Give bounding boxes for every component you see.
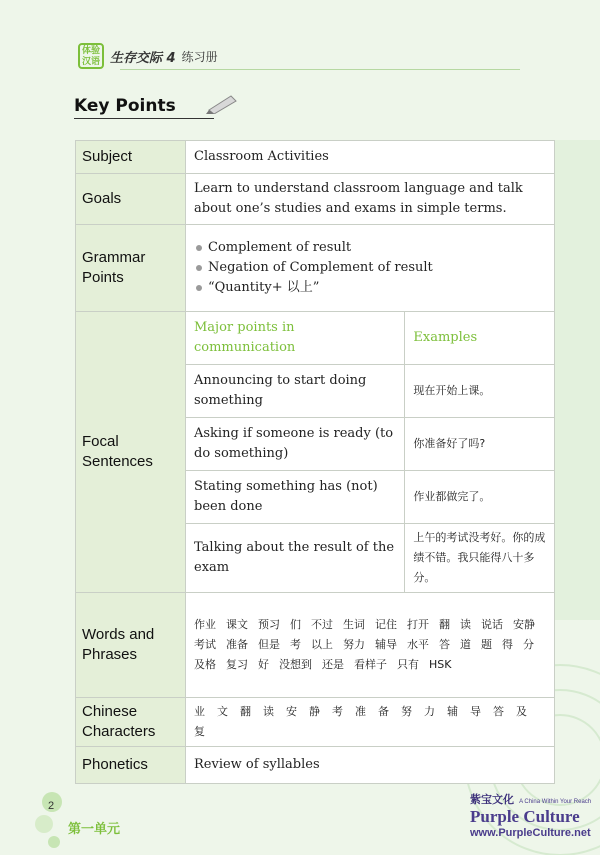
word-item: 水平 xyxy=(407,638,429,651)
focal-point: Announcing to start doing something xyxy=(186,365,405,418)
character-item: 业 xyxy=(194,705,205,718)
word-item: 没想到 xyxy=(279,658,312,671)
word-item: HSK xyxy=(429,658,452,671)
focal-label: Focal Sentences xyxy=(76,312,186,593)
key-points-table xyxy=(75,140,555,784)
character-item: 读 xyxy=(263,705,274,718)
watermark xyxy=(470,788,591,839)
section-underline xyxy=(74,118,214,119)
focal-row xyxy=(186,418,554,471)
watermark-url: www.PurpleCulture.net xyxy=(470,827,591,839)
character-item: 复 xyxy=(194,725,205,738)
character-item: 准 xyxy=(355,705,366,718)
row-chars xyxy=(76,698,555,747)
word-item: 还是 xyxy=(322,658,344,671)
word-item: 生词 xyxy=(343,618,365,631)
grammar-item: Negation of Complement of result xyxy=(194,258,546,278)
series-logo: 体验汉语 xyxy=(78,43,104,69)
book-header xyxy=(78,42,218,70)
grammar-label: Grammar Points xyxy=(76,225,186,312)
grammar-item: “Quantity+ 以上” xyxy=(194,278,546,298)
character-item: 答 xyxy=(493,705,504,718)
character-item: 备 xyxy=(378,705,389,718)
word-item: 们 xyxy=(290,618,301,631)
word-item: 说话 xyxy=(481,618,503,631)
word-item: 答 xyxy=(439,638,450,651)
word-item: 安静 xyxy=(513,618,535,631)
focal-example: 现在开始上课。 xyxy=(405,365,554,418)
focal-row xyxy=(186,365,554,418)
subject-value: Classroom Activities xyxy=(186,141,555,174)
focal-example: 作业都做完了。 xyxy=(405,471,554,524)
word-item: 及格 xyxy=(194,658,216,671)
focal-header-row xyxy=(186,312,554,365)
focal-col2-header: Examples xyxy=(405,312,554,365)
character-item: 翻 xyxy=(240,705,251,718)
goals-value: Learn to understand classroom language and talk about one’s studies and exams in simple terms. xyxy=(186,174,555,225)
word-item: 考试 xyxy=(194,638,216,651)
focal-table xyxy=(186,312,554,592)
subject-label: Subject xyxy=(76,141,186,174)
phonetics-label: Phonetics xyxy=(76,747,186,784)
book-title: 生存交际 4 xyxy=(110,50,176,66)
character-item: 安 xyxy=(286,705,297,718)
character-item: 考 xyxy=(332,705,343,718)
focal-row xyxy=(186,524,554,593)
word-item: 辅导 xyxy=(375,638,397,651)
character-item: 导 xyxy=(470,705,481,718)
word-item: 翻 xyxy=(439,618,450,631)
word-item: 只有 xyxy=(397,658,419,671)
word-item: 努力 xyxy=(343,638,365,651)
page-number: 2 xyxy=(48,800,55,812)
word-item: 道 xyxy=(460,638,471,651)
chars-label: Chinese Characters xyxy=(76,698,186,747)
focal-point: Talking about the result of the exam xyxy=(186,524,405,593)
grammar-value xyxy=(186,225,555,312)
character-item: 力 xyxy=(424,705,435,718)
words-label: Words and Phrases xyxy=(76,593,186,698)
word-item: 课文 xyxy=(226,618,248,631)
watermark-cn: 紫宝文化 xyxy=(470,793,514,806)
character-item: 辅 xyxy=(447,705,458,718)
header-divider xyxy=(120,69,520,70)
focal-point: Stating something has (not) been done xyxy=(186,471,405,524)
character-item: 及 xyxy=(516,705,527,718)
focal-point: Asking if someone is ready (to do something) xyxy=(186,418,405,471)
chars-value xyxy=(186,698,555,747)
phonetics-value: Review of syllables xyxy=(186,747,555,784)
focal-row xyxy=(186,471,554,524)
watermark-brand: Purple Culture xyxy=(470,807,580,826)
word-item: 准备 xyxy=(226,638,248,651)
row-words xyxy=(76,593,555,698)
word-item: 打开 xyxy=(407,618,429,631)
row-grammar xyxy=(76,225,555,312)
focal-example: 上午的考试没考好。你的成绩不错。我只能得八十多分。 xyxy=(405,524,554,593)
word-item: 作业 xyxy=(194,618,216,631)
word-item: 分 xyxy=(523,638,534,651)
unit-label: 第一单元 xyxy=(68,822,121,837)
word-item: 好 xyxy=(258,658,269,671)
focal-col1-header: Major points in communication xyxy=(186,312,405,365)
word-item: 预习 xyxy=(258,618,280,631)
watermark-tagline: A China Within Your Reach xyxy=(519,799,592,805)
word-item: 考 xyxy=(290,638,301,651)
character-item: 静 xyxy=(309,705,320,718)
word-item: 读 xyxy=(460,618,471,631)
word-item: 题 xyxy=(481,638,492,651)
word-item: 复习 xyxy=(226,658,248,671)
goals-label: Goals xyxy=(76,174,186,225)
focal-example: 你准备好了吗? xyxy=(405,418,554,471)
focal-value xyxy=(186,312,555,593)
row-goals xyxy=(76,174,555,225)
book-subtitle: 练习册 xyxy=(181,49,218,64)
word-item: 记住 xyxy=(375,618,397,631)
words-value xyxy=(186,593,555,698)
word-item: 得 xyxy=(502,638,513,651)
row-subject xyxy=(76,141,555,174)
row-focal xyxy=(76,312,555,593)
word-item: 但是 xyxy=(258,638,280,651)
word-item: 以上 xyxy=(311,638,333,651)
row-phonetics xyxy=(76,747,555,784)
pencil-icon xyxy=(205,92,239,114)
character-item: 文 xyxy=(217,705,228,718)
word-item: 看样子 xyxy=(354,658,387,671)
character-item: 努 xyxy=(401,705,412,718)
page-number-bubbles xyxy=(30,790,70,850)
word-item: 不过 xyxy=(311,618,333,631)
section-title: Key Points xyxy=(74,96,176,116)
grammar-item: Complement of result xyxy=(194,238,546,258)
